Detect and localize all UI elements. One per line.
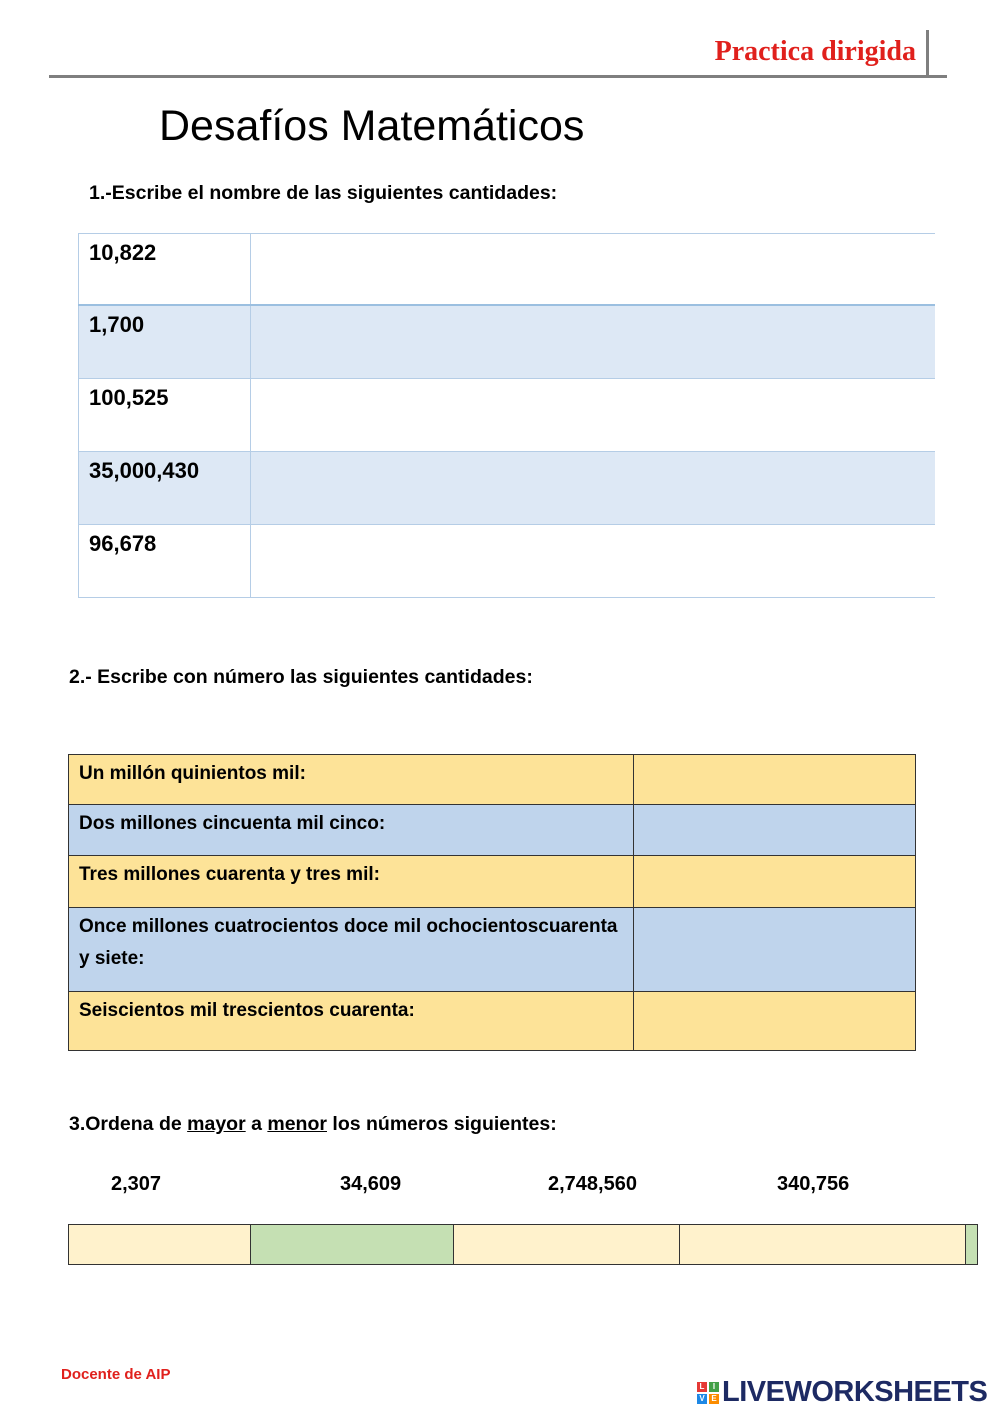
- table-row: [78, 525, 935, 598]
- answer-field[interactable]: [251, 234, 935, 304]
- answer-field[interactable]: [634, 992, 915, 1050]
- phrase-cell: Un millón quinientos mil:: [69, 755, 634, 804]
- author-label: Docente de AIP: [61, 1366, 171, 1383]
- question-2: 2.- Escribe con número las siguientes cantidades:: [69, 666, 533, 688]
- number-item: 2,748,560: [548, 1173, 637, 1195]
- number-item: 340,756: [777, 1173, 850, 1195]
- table-row: [69, 755, 915, 804]
- phrase-cell: Seiscientos mil trescientos cuarenta:: [69, 992, 634, 1050]
- table-row: [69, 855, 915, 907]
- order-box-5[interactable]: [966, 1225, 977, 1264]
- logo-mark-icon: [697, 1382, 719, 1404]
- answer-field[interactable]: [634, 755, 915, 804]
- logo-letter: I: [709, 1382, 719, 1392]
- question-3: [69, 1113, 557, 1136]
- quantity-cell: 10,822: [78, 234, 251, 304]
- answer-field[interactable]: [634, 805, 915, 855]
- order-box-1[interactable]: [69, 1225, 251, 1264]
- table-row: [78, 452, 935, 525]
- order-box-4[interactable]: [680, 1225, 966, 1264]
- table-row: [69, 907, 915, 991]
- question-3-mid: a: [251, 1113, 262, 1135]
- order-box-2[interactable]: [251, 1225, 454, 1264]
- table-row: [69, 804, 915, 855]
- table-row: [78, 379, 935, 452]
- question-3-prefix: 3.Ordena de: [69, 1113, 182, 1135]
- question-3-suffix: los números siguientes:: [332, 1113, 557, 1135]
- quantity-cell: 96,678: [78, 525, 251, 597]
- quantity-cell: 100,525: [78, 379, 251, 451]
- phrase-cell: Dos millones cincuenta mil cinco:: [69, 805, 634, 855]
- order-box-3[interactable]: [454, 1225, 680, 1264]
- logo-letter: L: [697, 1382, 707, 1392]
- quantity-cell: 1,700: [78, 306, 251, 378]
- answer-field[interactable]: [251, 452, 935, 524]
- answer-field[interactable]: [634, 856, 915, 907]
- header-tag: Practica dirigida: [714, 36, 916, 67]
- answer-field[interactable]: [634, 908, 915, 991]
- table-row: [69, 991, 915, 1050]
- logo-text: LIVEWORKSHEETS: [722, 1376, 988, 1408]
- table-row: [78, 233, 935, 306]
- number-item: 2,307: [111, 1173, 162, 1195]
- question-1: 1.-Escribe el nombre de las siguientes cantidades:: [89, 182, 558, 204]
- quantity-cell: 35,000,430: [78, 452, 251, 524]
- answer-field[interactable]: [251, 525, 935, 597]
- number-item: 34,609: [340, 1173, 402, 1195]
- question-3-word-menor: menor: [267, 1113, 327, 1135]
- phrase-cell: Tres millones cuarenta y tres mil:: [69, 856, 634, 907]
- logo-letter: V: [697, 1394, 707, 1404]
- header-rule: [49, 75, 947, 78]
- ordering-boxes: [68, 1224, 978, 1265]
- logo-letter: E: [709, 1394, 719, 1404]
- answer-field[interactable]: [251, 379, 935, 451]
- phrase-cell: Once millones cuatrocientos doce mil ochocientoscuarenta y siete:: [69, 908, 634, 991]
- names-table: [78, 233, 935, 598]
- liveworksheets-logo: [697, 1376, 987, 1409]
- page-title: Desafíos Matemáticos: [159, 102, 585, 150]
- question-3-word-mayor: mayor: [187, 1113, 246, 1135]
- header-divider: [926, 30, 929, 76]
- answer-field[interactable]: [251, 306, 935, 378]
- table-row: [78, 306, 935, 379]
- numbers-table: [68, 754, 916, 1051]
